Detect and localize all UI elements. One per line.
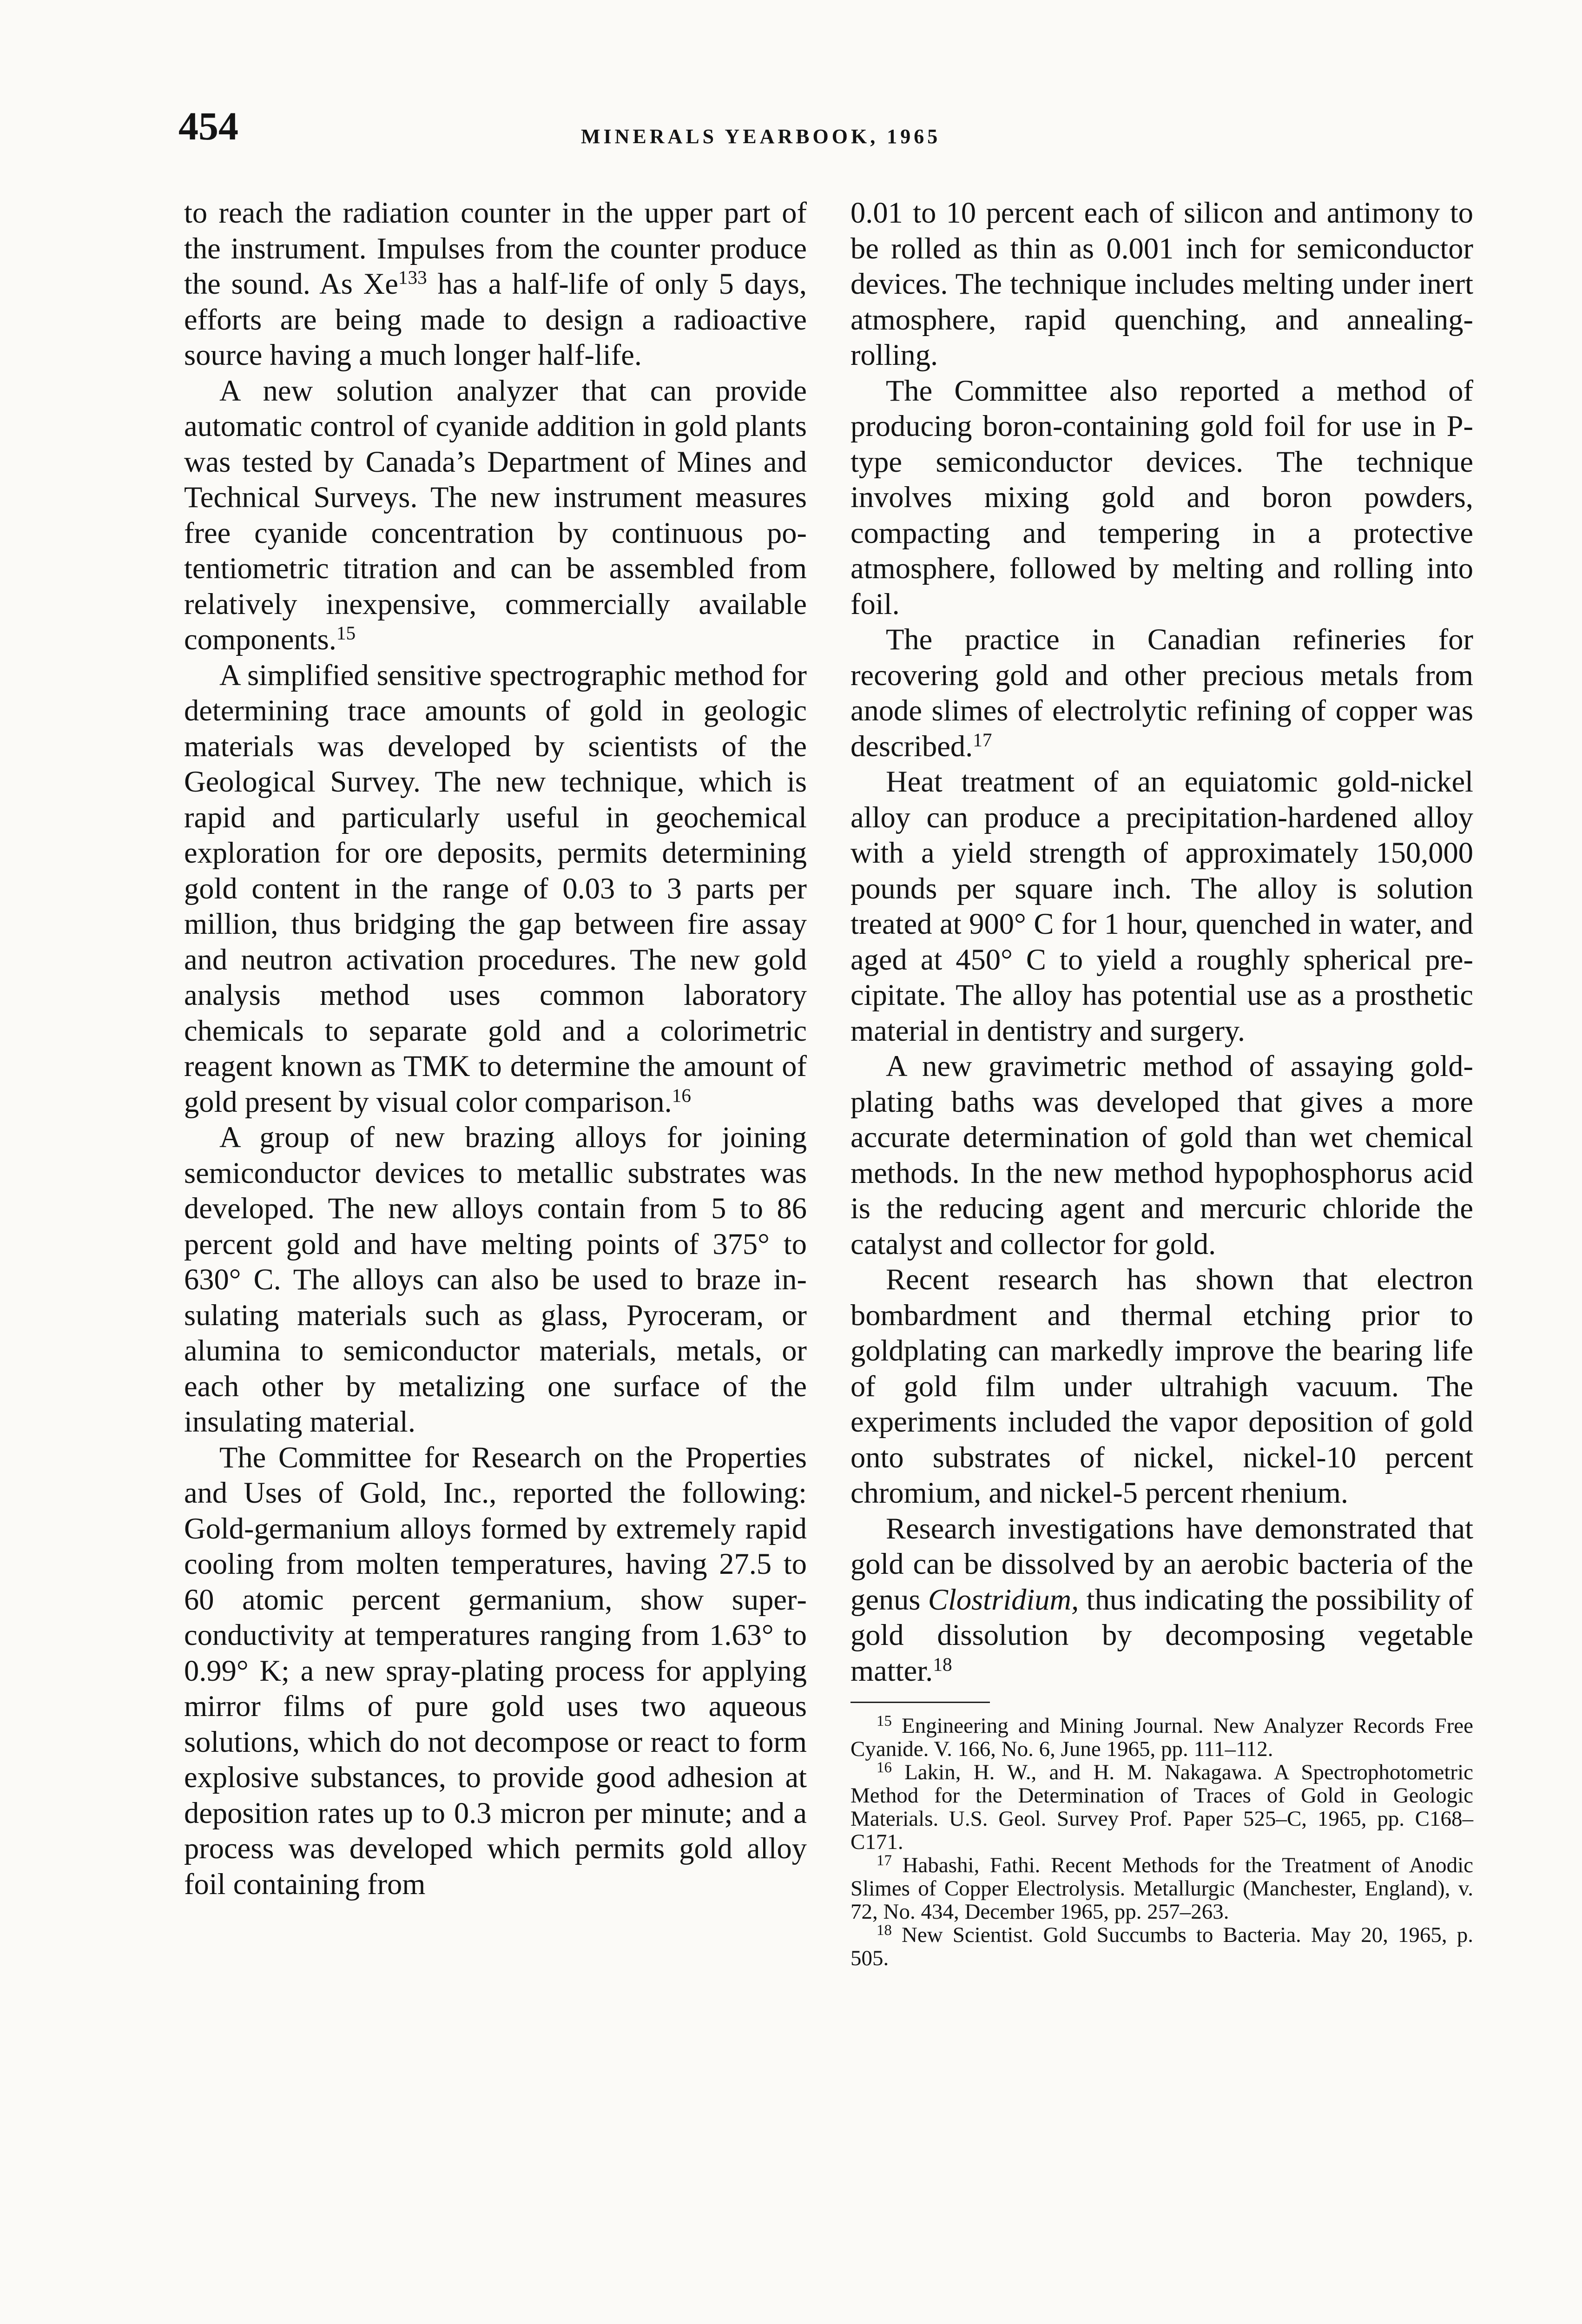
superscript: 133 <box>398 266 427 288</box>
footnote-number: 18 <box>877 1922 892 1939</box>
paragraph-text: thus indicating the possibility of gold dissolution by decomposing vegetable matter. <box>850 1583 1473 1687</box>
footnote <box>850 1761 1473 1854</box>
paragraph: A group of new brazing alloys for joining semiconductor devices to metallic substrates was developed. The new alloys contain from 5 to 86 percent gold and have melting points of 375° to 630° C. The alloys can also be used to braze insulating materials such as glass, Pyroceram, or alumina to semiconductor materials, metals, or each other by metalizing one surface of the insulating material. <box>184 1121 807 1438</box>
paragraph <box>184 373 807 658</box>
paragraph-text: The practice in Canadian refineries for recovering gold and other precious metals from anode slimes of electrolytic refining of copper was described. <box>850 623 1473 763</box>
right-column <box>850 195 1473 1970</box>
footnote <box>850 1854 1473 1923</box>
paragraph-text: has a half-life of only 5 days, efforts are being made to design a radioactive source having a much longer half-life. <box>184 267 807 371</box>
footnote-text: Habashi, Fathi. Recent Methods for the Treatment of Anodic Slimes of Copper Electrolysis. Metallurgic (Manchester, England), v. 72, No. 434, December 1965, pp. 257–263. <box>850 1853 1474 1924</box>
paragraph-text: Research investigations have demonstrated that gold can be dissolved by an aerobic bacteria of the genus <box>850 1512 1473 1616</box>
footnote-text: New Scientist. Gold Succumbs to Bacteria. May 20, 1965, p. 505. <box>850 1923 1474 1970</box>
paragraph: 0.01 to 10 percent each of silicon and antimony to be rolled as thin as 0.001 inch for semiconductor devices. The technique includes melting under inert atmosphere, rapid quenching, and annealing-rolling. <box>850 196 1473 371</box>
paragraph-text: to reach the radiation counter in the upper part of the instrument. Impulses from the counter produce the sound. As Xe <box>184 196 807 300</box>
paragraph: The Committee also reported a method of producing boron-containing gold foil for use in P-type semiconductor devices. The technique involves mixing gold and boron powders, compacting and tempering in a protective atmosphere, followed by melting and rolling into foil. <box>850 374 1473 621</box>
running-head: MINERALS YEARBOOK, 1965 <box>581 125 941 148</box>
footnote <box>850 1714 1473 1761</box>
footnote-text: Lakin, H. W., and H. M. Nakagawa. A Spectrophotometric Method for the Determination of Traces of Gold in Geologic Materials. U.S. Geol. Survey Prof. Paper 525–C, 1965, pp. C168–C171. <box>850 1760 1474 1854</box>
footnote-text: Engineering and Mining Journal. New Analyzer Records Free Cyanide. V. 166, No. 6, June 1965, pp. 111–112. <box>850 1714 1473 1761</box>
genus-name: Clostridium, <box>928 1583 1079 1616</box>
paragraph <box>184 195 807 373</box>
paragraph: The Committee for Research on the Properties and Uses of Gold, Inc., reported the following: Gold-germanium alloys formed by extremely rapid cooling from molten temperatures, having 27.5 to 60 atomic percent germanium, show superconductivity at temperatures ranging from 1.63° to 0.99° K; a new spray-plating process for applying mirror films of pure gold uses two aqueous solutions, which do not decompose or react to form explosive substances, to provide good adhesion at deposition rates up to 0.3 micron per minute; and a process was developed which permits gold alloy foil containing from <box>184 1440 807 1901</box>
paragraph: A new gravimetric method of assaying gold-plating baths was developed that gives a more accurate determination of gold than wet chemical methods. In the new method hypophosphorus acid is the reducing agent and mercuric chloride the catalyst and collector for gold. <box>850 1050 1473 1261</box>
paragraph: Recent research has shown that electron bombardment and thermal etching prior to goldplating can markedly improve the bearing life of gold film under ultrahigh vacuum. The experiments included the vapor deposition of gold onto substrates of nickel, nickel-10 percent chromium, and nickel-5 percent rhenium. <box>850 1263 1473 1509</box>
paragraph: Heat treatment of an equiatomic gold-nickel alloy can produce a precipitation-hardened alloy with a yield strength of approximately 150,000 pounds per square inch. The alloy is solution treated at 900° C for 1 hour, quenched in water, and aged at 450° C to yield a roughly spherical precipitate. The alloy has potential use as a prosthetic material in dentistry and surgery. <box>850 765 1473 1047</box>
left-column <box>184 195 807 1902</box>
paragraph <box>184 658 807 1120</box>
footnote-ref[interactable]: 15 <box>336 622 356 644</box>
paragraph-text: A simplified sensitive spectrographic method for determining trace amounts of gold in geologic materials was developed by scientists of the Geological Survey. The new technique, which is rapid and particularly useful in geochemical exploration for ore deposits, permits determining gold content in the range of 0.03 to 3 parts per million, thus bridging the gap between fire assay and neutron activation procedures. The new gold analysis method uses common laboratory chemicals to separate gold and a colorimetric reagent known as TMK to determine the amount of gold present by visual color comparison. <box>184 658 807 1118</box>
footnote-ref[interactable]: 17 <box>973 729 992 751</box>
footnote-number: 15 <box>877 1713 892 1730</box>
paragraph <box>850 622 1473 764</box>
paragraph-text: A new solution analyzer that can provide automatic control of cyanide addition in gold plants was tested by Canada’s Department of Mines and Technical Surveys. The new instrument measures free cyanide concentration by continuous potentiometric titration and can be assembled from relatively inexpensive, commercially available components. <box>184 374 807 656</box>
footnote-ref[interactable]: 18 <box>933 1653 952 1675</box>
footnote-divider <box>850 1702 990 1703</box>
paragraph <box>850 1511 1473 1689</box>
page-number: 454 <box>178 104 238 148</box>
footnote-number: 17 <box>877 1852 892 1869</box>
footnote-number: 16 <box>877 1759 892 1776</box>
footnote-ref[interactable]: 16 <box>672 1084 691 1106</box>
footnote <box>850 1923 1473 1970</box>
